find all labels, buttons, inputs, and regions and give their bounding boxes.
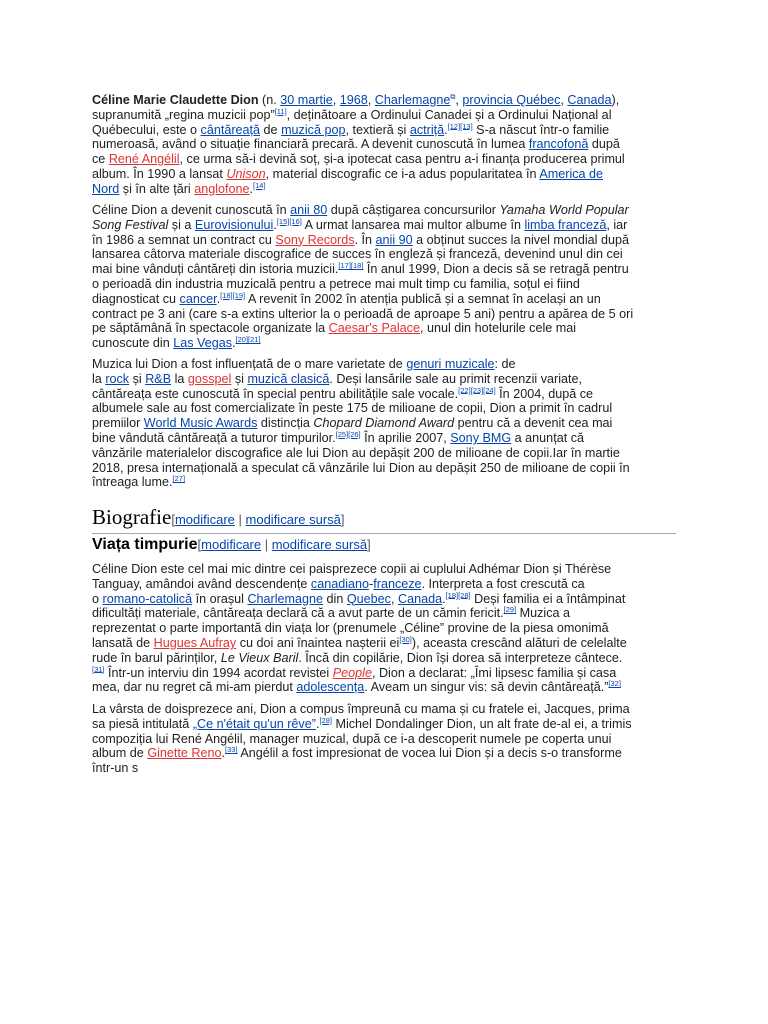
external-link-icon: ⧉ <box>450 93 456 101</box>
rock-link[interactable]: rock <box>105 371 130 386</box>
text: . Aveam un singur vis: să devin cântăreață.” <box>364 680 609 695</box>
people-title: People <box>332 665 372 680</box>
citation-link[interactable]: [20][21] <box>235 334 261 344</box>
text: Michel Dondalinger Dion, un alt frate de-al ei, a trimis <box>331 716 632 731</box>
text: . <box>442 591 446 606</box>
text: de <box>260 122 282 137</box>
text: cu doi ani înaintea nașterii ei <box>236 635 400 650</box>
text: Deși familia ei a întâmpinat <box>470 591 626 606</box>
first-song-paragraph <box>92 702 676 776</box>
text: . <box>221 746 226 761</box>
text: la <box>92 371 106 386</box>
text: Muzica a <box>516 606 571 621</box>
citation-link[interactable]: [33] <box>225 745 238 755</box>
text: , Dion a declarat: „Îmi lipsesc familia și casa <box>371 665 617 680</box>
rene-angelil-link[interactable]: René Angélil <box>108 152 180 167</box>
text: A urmat lansarea mai multor albume în <box>301 217 525 232</box>
gospel-link[interactable]: gosspel <box>187 371 232 386</box>
text: , <box>367 93 375 107</box>
text: reprezentat o parte importantă din viața lor (prenumele „Céline” provine de la piesa omonimă <box>92 621 609 636</box>
bracket: [ <box>197 537 202 552</box>
biografie-heading <box>92 504 676 534</box>
text: Québecului, este o <box>92 122 201 137</box>
citation-link[interactable]: [29] <box>503 605 517 615</box>
citation-link[interactable]: [22][23][24] <box>458 385 496 395</box>
text: mai bine vânduți cântăreți din istoria muzicii. <box>92 262 339 277</box>
unison-title: Unison <box>226 166 266 181</box>
text: a anunțat că <box>511 430 584 445</box>
bar-name: Le Vieux Baril <box>220 650 299 665</box>
citation-link[interactable]: [11] <box>274 106 287 116</box>
text: în orașul <box>192 591 248 606</box>
text: la <box>171 371 188 386</box>
sony-records-link[interactable]: Sony Records <box>275 232 355 247</box>
bracket: ] <box>340 512 345 527</box>
text: , <box>455 93 463 107</box>
francophone-link[interactable]: francofonă <box>528 137 589 152</box>
text: ce <box>92 152 109 167</box>
bracket: [ <box>171 512 175 527</box>
people-magazine-link[interactable] <box>333 666 372 680</box>
citation-link[interactable]: [31] <box>92 664 105 674</box>
quebec-link[interactable]: Quebec <box>346 591 391 606</box>
text: după <box>588 137 620 152</box>
canada-link[interactable]: Canada <box>397 591 443 606</box>
classical-music-link[interactable]: muzică clasică <box>247 371 330 386</box>
text: lansarea câtorva materiale discografice de succes în engleză și franceză, devenind unul din cei <box>92 247 623 262</box>
nineties-link[interactable]: anii 90 <box>375 232 413 247</box>
text: 2018, presa internațională a speculat că vânzările lui Dion au depășit 250 de milioane de copii în <box>92 460 630 475</box>
text: . Încă din copilărie, Dion își dorea să interpreteze cântece. <box>298 650 623 665</box>
text: și <box>231 371 248 386</box>
text: și în alte țări <box>119 181 195 196</box>
text: premiilor <box>92 416 144 431</box>
text: diagnosticat cu <box>92 291 180 306</box>
separator: | <box>261 537 272 552</box>
edit-source-link[interactable]: modificare sursă <box>245 512 341 527</box>
text: . <box>216 291 221 306</box>
text: , ce urma să-i devină soț, și-a ipotecat casa pentru a-i finanța producerea primul <box>179 152 625 167</box>
eurovision-link[interactable]: Eurovisionului <box>194 217 274 232</box>
world-music-awards-link[interactable]: World Music Awards <box>143 416 258 431</box>
text: Muzica lui Dion a fost influențată de o mare varietate de <box>92 357 407 371</box>
text: întreaga lume. <box>92 475 173 490</box>
citation-link[interactable]: [18][19] <box>220 290 246 300</box>
text: La vârsta de doisprezece ani, Dion a compus împreună cu mama și cu fratele ei, Jacques, prima <box>92 702 630 716</box>
text: pe săptămână în spectacole organizate la <box>92 321 329 336</box>
text: și a <box>168 217 195 232</box>
text: compoziția lui René Angélil, manager muzical, după ce i-a descoperit numele pe coperta unui <box>92 731 612 746</box>
text: pentru că a devenit cea mai <box>454 416 613 431</box>
anglophone-link[interactable]: anglofone <box>194 181 250 196</box>
citation-link[interactable]: [15][16] <box>276 216 302 226</box>
citation-link[interactable]: [32] <box>608 679 621 689</box>
catholic-link[interactable]: romano-catolică <box>102 591 193 606</box>
text: cântăreața este cunoscută în special pentru abilitățile sale vocale. <box>92 386 459 401</box>
citation-link[interactable]: [12][13] <box>447 121 473 131</box>
adolescence-link[interactable]: adolescența <box>296 680 365 695</box>
text: o perioadă din industria muzicală pentru a petrece mai mult timp cu familia, soțul ei fiind <box>92 276 580 291</box>
citation-link[interactable]: [17][18] <box>338 261 364 270</box>
text: . În <box>354 232 376 247</box>
text: lansată de <box>92 635 154 650</box>
text: într-un s <box>92 761 139 776</box>
text: În anul 1999, Dion a decis să se retragă pentru <box>363 262 629 277</box>
text: . <box>444 122 448 137</box>
french-language-link[interactable]: limba franceză <box>524 217 607 232</box>
actress-link[interactable]: actriță <box>409 122 445 137</box>
text: album. În 1990 a lansat <box>92 166 227 181</box>
edit-source-link[interactable]: modificare sursă <box>271 537 368 552</box>
text: Într-un interviu din 1994 acordat revistei <box>104 665 333 680</box>
province-link[interactable]: provincia Québec <box>462 93 561 107</box>
las-vegas-link[interactable]: Las Vegas <box>173 336 233 351</box>
rnb-link[interactable]: R&B <box>145 371 172 386</box>
text: , material discografic ce i-a adus popularitatea în <box>265 166 540 181</box>
french-link[interactable]: franceze <box>373 576 422 591</box>
text: A revenit în 2002 în atenția publică și a semnat în același an un <box>245 291 601 306</box>
cancer-link[interactable]: cancer <box>179 291 217 306</box>
text: vânzările materialelor discografice ale lui Dion au depășit 200 de milioane de copii.Iar în martie <box>92 445 620 460</box>
citation-link[interactable]: [28] <box>319 715 332 725</box>
text: : de <box>494 357 516 371</box>
north-america-link[interactable]: America de <box>539 166 604 181</box>
separator: | <box>234 512 246 527</box>
text: În 2004, după ce <box>495 386 594 401</box>
section-title: Viața timpurie <box>92 536 198 553</box>
birth-date-link[interactable]: 30 martie <box>280 93 333 107</box>
text: , iar <box>606 217 628 232</box>
text: numeroasă, având o situație financiară precară. A devenit cunoscută în lumea <box>92 137 529 152</box>
award-name: Chopard Diamond Award <box>313 416 455 431</box>
text: Céline Dion este cel mai mic dintre cei paisprezece copii ai cuplului Adhémar Dion și Thérèse <box>92 562 612 576</box>
charlemagne-link[interactable]: Charlemagne <box>374 93 451 107</box>
text: (n. <box>258 93 281 107</box>
citation-link[interactable]: [27] <box>172 474 186 484</box>
text: bine vândută cântăreață a tuturor timpurilor. <box>92 430 336 445</box>
text: - <box>369 576 374 591</box>
charlemagne-link[interactable]: Charlemagne <box>247 591 324 606</box>
text: Céline Dion a devenit cunoscută în <box>92 203 291 217</box>
bracket: ] <box>367 537 371 552</box>
text: distincția <box>257 416 314 431</box>
text: dificultăți materiale, cântăreața declară că a avut parte de un cămin fericit. <box>92 606 504 621</box>
text: , <box>560 93 568 107</box>
ginette-reno-link[interactable]: Ginette Reno <box>147 746 222 761</box>
caesars-palace-link[interactable]: Caesar's Palace <box>328 321 420 336</box>
text: . <box>315 716 320 731</box>
text: mea, dar nu regret că mi-am pierdut <box>92 680 297 695</box>
text: rude în barul părinților, <box>92 650 221 665</box>
music-paragraph <box>92 357 676 490</box>
text: supranumită „regina muzicii pop” <box>92 107 275 122</box>
festival-name: Yamaha World Popular <box>499 203 629 217</box>
text: În aprilie 2007, <box>360 430 451 445</box>
subject-name: Céline Marie Claudette Dion <box>92 93 259 107</box>
text: contract pe 3 ani (care s-a extins ulterior la o perioadă de aproape 5 ani) pentru a apărea de 5 ori <box>92 306 634 321</box>
eighties-link[interactable]: anii 80 <box>290 203 328 217</box>
text: , deținătoare a Ordinului Canadei și a Ordinului Național al <box>286 107 612 122</box>
edit-section-links <box>198 537 371 552</box>
text: Angélil a fost impresionat de vocea lui Dion și a decis s-o transforme <box>237 746 622 761</box>
intro-paragraph <box>92 93 676 197</box>
edit-link[interactable]: modificare <box>174 512 235 527</box>
text: , unul din hotelurile cele mai <box>419 321 577 336</box>
text: S-a născut într-o familie <box>472 122 610 137</box>
text: ), aceasta crescând alături de celelalte <box>411 635 627 650</box>
early-life-paragraph <box>92 562 676 695</box>
text: , <box>332 93 340 107</box>
text: . Interpreta a fost crescută ca <box>421 576 585 591</box>
text: . Deși lansările sale au primit recenzii variate, <box>329 371 583 386</box>
viata-timpurie-heading <box>92 534 676 556</box>
canada-link[interactable]: Canada <box>567 93 612 107</box>
singer-link[interactable]: cântăreață <box>200 122 261 137</box>
pop-music-link[interactable]: muzică pop <box>281 122 346 137</box>
citation-link[interactable]: [30] <box>399 634 412 644</box>
section-title: Biografie <box>92 505 172 529</box>
edit-link[interactable]: modificare <box>201 537 262 552</box>
career-paragraph <box>92 203 676 351</box>
genres-link[interactable]: genuri muzicale <box>406 357 495 371</box>
citation-link[interactable]: [18][28] <box>445 590 471 600</box>
text: , textieră și <box>345 122 410 137</box>
canadian-link[interactable]: canadiano <box>310 576 370 591</box>
hugues-aufray-link[interactable]: Hugues Aufray <box>153 635 237 650</box>
text: . <box>273 217 277 232</box>
north-america-link-cont[interactable]: Nord <box>92 181 120 196</box>
text: în 1986 a semnat un contract cu <box>92 232 276 247</box>
text: din <box>323 591 347 606</box>
unison-link[interactable] <box>226 167 265 181</box>
birth-year-link[interactable]: 1968 <box>339 93 368 107</box>
edit-section-links <box>171 512 344 527</box>
citation-link[interactable]: [25][26] <box>335 429 361 439</box>
text: ), <box>611 93 620 107</box>
text: a obținut succes la nivel mondial după <box>412 232 629 247</box>
text: cunoscute din <box>92 336 174 351</box>
sony-bmg-link[interactable]: Sony BMG <box>450 430 512 445</box>
text: , <box>390 591 398 606</box>
text: și <box>129 371 146 386</box>
song-link[interactable]: „Ce n'était qu'un rêve” <box>192 716 316 731</box>
text: . <box>232 336 236 351</box>
text: o <box>92 591 103 606</box>
text: album de <box>92 746 148 761</box>
text: Tanguay, amândoi având descendențe <box>92 576 311 591</box>
text: albumele sale au fost comercializate în peste 175 de milioane de copii, Dion a primit în cadrul <box>92 401 613 416</box>
text: sa piesă intitulată <box>92 716 193 731</box>
festival-name: Song Festival <box>92 217 169 232</box>
text: după câștigarea concursurilor <box>327 203 500 217</box>
text: . <box>249 181 254 196</box>
citation-link[interactable]: [14] <box>253 180 266 190</box>
